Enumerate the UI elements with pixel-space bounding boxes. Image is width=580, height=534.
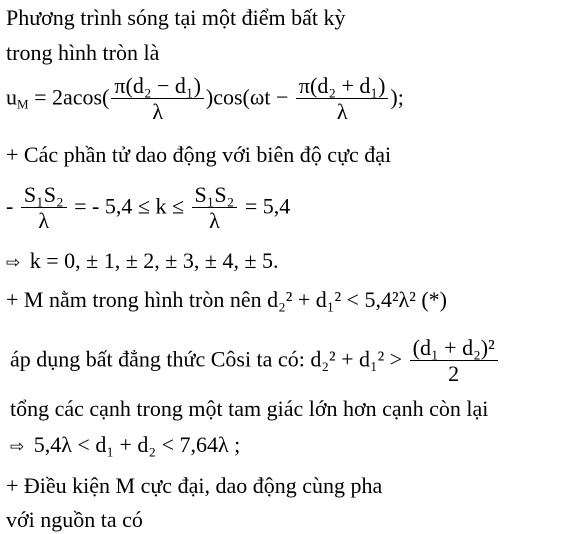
text-line-6	[6, 248, 279, 276]
inequality-cauchy-left: d₂² + d₁² >	[310, 346, 408, 372]
fraction-5-numerator: (d₁ + d₂)²	[410, 336, 498, 361]
k-values: k = 0, ± 1, ± 2, ± 3, ± 4, ± 5.	[24, 248, 279, 273]
fraction-2-denominator: λ	[336, 99, 348, 124]
text-line-11: + Điều kiện M cực đại, dao động cùng pha	[6, 473, 383, 498]
equation-part-b: )cos(ωt −	[205, 84, 294, 110]
k-range-equation	[6, 183, 290, 234]
right-arrow-icon: ⇨	[10, 437, 25, 457]
equation-u-subscript: M	[17, 96, 29, 112]
fraction-1-denominator: λ	[152, 99, 163, 124]
k-range-part-b: = - 5,4 ≤ k ≤	[68, 193, 190, 219]
sum-inequality: 5,4λ < d₁ + d₂ < 7,64λ ;	[28, 432, 241, 457]
inequality-circle: d₂² + d₁² < 5,4²λ²	[267, 287, 416, 312]
fraction-4-numerator: S₁S₂	[192, 183, 238, 208]
fraction-3-denominator: λ	[38, 208, 50, 233]
text-line-10	[10, 432, 240, 460]
text-line-2: trong hình tròn là	[6, 40, 160, 65]
fraction-3-numerator: S₁S₂	[21, 183, 67, 208]
right-arrow-icon: ⇨	[6, 253, 21, 273]
text-line-7-part-c: (*)	[415, 287, 447, 312]
fraction-4-denominator: λ	[209, 208, 220, 233]
fraction-3	[21, 183, 67, 234]
fraction-5	[410, 336, 498, 387]
fraction-5-denominator: 2	[448, 361, 460, 386]
equation-part-c: );	[390, 84, 404, 110]
k-range-part-c: = 5,4	[239, 193, 291, 219]
fraction-2	[296, 74, 389, 125]
fraction-4	[192, 183, 238, 234]
text-line-8	[10, 336, 500, 387]
fraction-1	[111, 74, 204, 125]
text-line-1: Phương trình sóng tại một điểm bất kỳ	[6, 5, 346, 30]
text-line-7-part-a: + M nằm trong hình tròn nên	[6, 287, 268, 312]
text-line-12: với nguồn ta có	[6, 507, 143, 532]
text-line-7	[6, 287, 447, 313]
fraction-2-numerator: π(d₂ + d₁)	[296, 74, 389, 99]
wave-equation	[6, 74, 404, 125]
text-line-4: + Các phần tử dao động với biên độ cực đại	[6, 142, 392, 167]
k-range-part-a: -	[6, 193, 19, 219]
text-line-8-part-a: áp dụng bất đẳng thức Côsi ta có:	[10, 346, 311, 372]
fraction-1-numerator: π(d₂ − d₁)	[111, 74, 204, 99]
equation-u: u	[6, 84, 17, 110]
equation-part-a: = 2acos(	[28, 84, 110, 110]
text-line-9: tổng các cạnh trong một tam giác lớn hơn cạnh còn lại	[10, 396, 489, 421]
